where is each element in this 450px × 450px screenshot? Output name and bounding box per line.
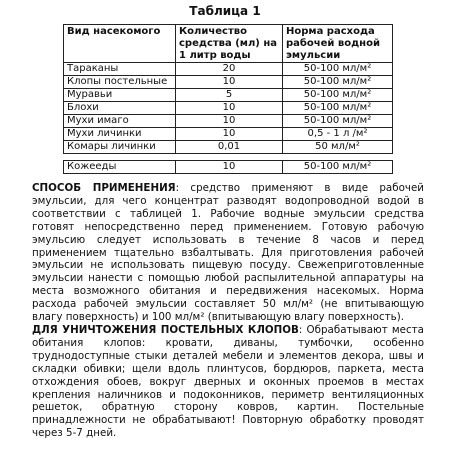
cell-insect: Клопы постельные (64, 76, 176, 89)
cell-insect: Муравьи (64, 89, 176, 102)
cell-consumption: 50-100 мл/м² (283, 76, 393, 89)
cell-amount: 10 (176, 115, 283, 128)
cell-consumption: 50-100 мл/м² (283, 161, 393, 174)
method-heading: СПОСОБ ПРИМЕНЕНИЯ (32, 182, 176, 194)
cell-consumption: 50 мл/м² (283, 141, 393, 154)
table-header-row (64, 25, 393, 63)
bedbug-body: : Обрабатывают места обитания клопов: кровати, диваны, тумбочки, особенно труднодоступные стыки деталей мебели и элементов декора, швы и складки обивки; щели вдоль плинтусов, бордюров, паркета, места отхождения обоев, вокруг дверных и оконных проемов в местах крепления наличников и подоконников, периметр вентиляционных решеток, обратную сторону ковров, картин. Постельные принадлежности не обрабатывают! Повторную обработку проводят через 5-7 дней. (32, 323, 424, 440)
table-row (64, 161, 393, 174)
table-row (64, 76, 393, 89)
table-row (64, 63, 393, 76)
instructions-text (32, 182, 424, 440)
cell-consumption: 50-100 мл/м² (283, 63, 393, 76)
cell-consumption: 50-100 мл/м² (283, 115, 393, 128)
header-amount: Количество средства (мл) на 1 литр воды (176, 25, 283, 63)
dosage-table-extra (63, 160, 393, 174)
header-insect-type: Вид насекомого (64, 25, 176, 63)
cell-insect: Тараканы (64, 63, 176, 76)
method-paragraph (32, 182, 424, 324)
cell-insect: Мухи личинки (64, 128, 176, 141)
cell-insect: Кожееды (64, 161, 176, 174)
cell-insect: Комары личинки (64, 141, 176, 154)
cell-amount: 0,01 (176, 141, 283, 154)
table-row (64, 128, 393, 141)
cell-consumption: 50-100 мл/м² (283, 102, 393, 115)
cell-amount: 5 (176, 89, 283, 102)
header-consumption: Норма расхода рабочей водной эмульсии (283, 25, 393, 63)
cell-consumption: 0,5 - 1 л /м² (283, 128, 393, 141)
table-row (64, 115, 393, 128)
bedbug-heading: ДЛЯ УНИЧТОЖЕНИЯ ПОСТЕЛЬНЫХ КЛОПОВ (32, 323, 299, 336)
cell-amount: 10 (176, 76, 283, 89)
cell-amount: 20 (176, 63, 283, 76)
table-caption: Таблица 1 (189, 4, 261, 18)
cell-amount: 10 (176, 128, 283, 141)
cell-amount: 10 (176, 161, 283, 174)
cell-amount: 10 (176, 102, 283, 115)
table-row (64, 89, 393, 102)
cell-insect: Блохи (64, 102, 176, 115)
cell-consumption: 50-100 мл/м² (283, 89, 393, 102)
dosage-table (63, 24, 393, 154)
table-row (64, 102, 393, 115)
table-row (64, 141, 393, 154)
bedbug-paragraph (32, 324, 424, 440)
method-body: : средство применяют в виде рабочей эмульсии, для чего концентрат разводят водопроводной водой в соответствии с таблицей 1. Рабочие водные эмульсии средства готовят непосредственно перед применением. Готовую рабочую эмульсию следует использовать в течение 8 часов и перед применением тщательно взбалтывать. Для приготовления рабочей эмульсии не использовать пищевую посуду. Свежеприготовленные эмульсии нанести с помощью любой распылительной аппаратуры на места возможного обитания и передвижения насекомых. Норма расхода рабочей эмульсии составляет 50 мл/м² (не впитывающую влагу поверхность) и 100 мл/м² (впитывающую влагу поверхность). (32, 182, 424, 324)
cell-insect: Мухи имаго (64, 115, 176, 128)
